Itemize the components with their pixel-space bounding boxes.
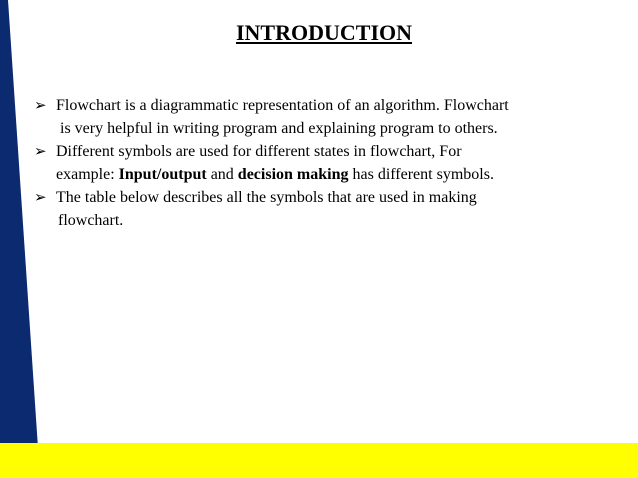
bullet-text-line: Different symbols are used for different states in flowchart, For <box>56 143 462 160</box>
slide-title: INTRODUCTION <box>235 20 413 45</box>
left-accent-bar-shape <box>0 0 40 478</box>
bullet-list <box>34 94 624 232</box>
bullet-text-line: Flowchart is a diagrammatic representation of an algorithm. Flowchart <box>56 97 509 114</box>
text-segment: has different symbols. <box>348 166 494 183</box>
bullet-item <box>34 140 624 186</box>
bullet-text-line: The table below describes all the symbols that are used in making <box>56 189 477 206</box>
bullet-item <box>34 94 624 140</box>
bullet-text-line: is very helpful in writing program and explaining program to others. <box>60 120 498 137</box>
bottom-yellow-band <box>0 443 638 478</box>
bold-text-decision-making: decision making <box>237 166 349 183</box>
bullet-text-line: flowchart. <box>58 212 124 229</box>
bold-text-input-output: Input/output <box>118 166 207 183</box>
arrow-bullet-icon: ➢ <box>34 188 47 206</box>
arrow-bullet-icon: ➢ <box>34 142 47 160</box>
bullet-text-line <box>56 163 624 186</box>
arrow-bullet-icon: ➢ <box>34 96 47 114</box>
text-segment: example: <box>56 166 119 183</box>
bullet-item <box>34 186 624 232</box>
text-segment: and <box>206 166 238 183</box>
